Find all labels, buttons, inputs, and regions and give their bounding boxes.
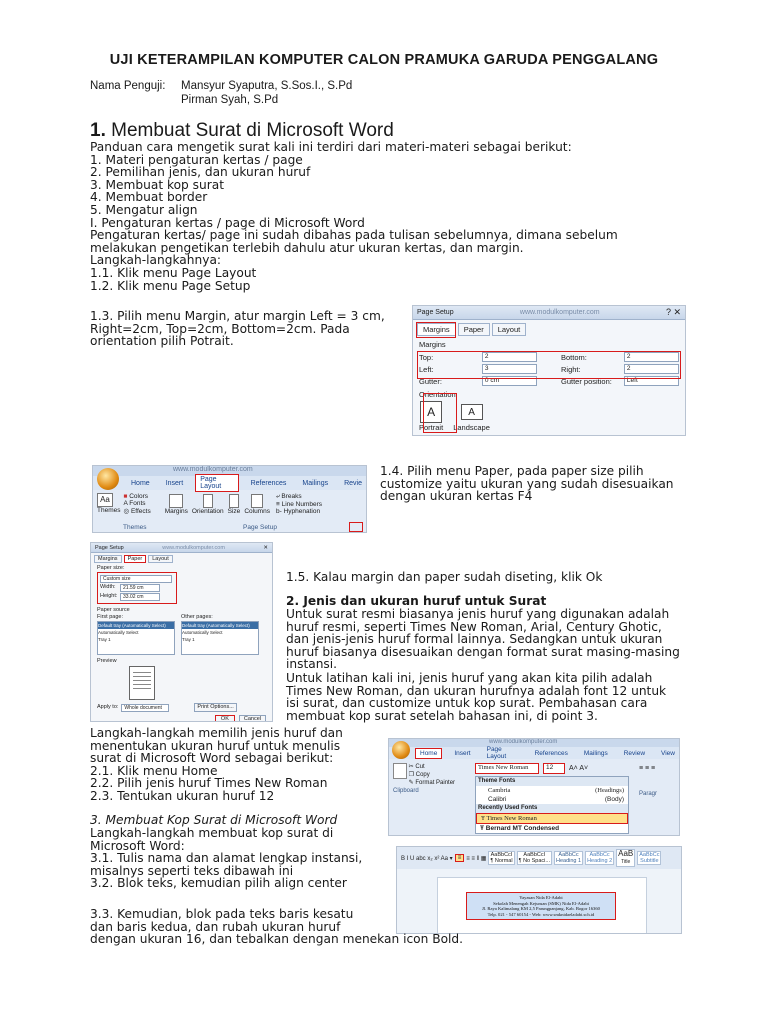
paper-size-label: Paper size:	[97, 565, 125, 571]
align-center-icon[interactable]: ≡	[455, 854, 465, 862]
effects-label: Effects	[130, 508, 151, 515]
style-title[interactable]	[616, 849, 635, 867]
tab-margins[interactable]: Margins	[94, 555, 122, 563]
tab-home[interactable]: Home	[415, 748, 442, 759]
line-numbers-button[interactable]	[276, 501, 322, 508]
orientation-label: Orientation	[191, 508, 224, 515]
examiner-label: Nama Penguji:	[90, 80, 166, 92]
step-line: misalnys seperti teks dibawah ini	[90, 863, 294, 878]
step-line: surat di Microsoft Word sebagai berikut:	[90, 751, 334, 766]
page-setup-paper-screenshot	[90, 542, 273, 722]
grow-font-icon[interactable]: A˄ A˅	[569, 765, 589, 772]
intro-line: 2. Pemilihan jenis, dan ukuran huruf	[90, 165, 311, 180]
width-label: Width:	[100, 584, 116, 590]
fonts-icon: A	[123, 500, 128, 507]
tab-review[interactable]: Review	[623, 749, 646, 757]
clipboard-group-label: Clipboard	[393, 788, 419, 794]
style-sample: AaBbCc	[639, 852, 660, 858]
font-dropdown	[475, 776, 629, 834]
style-sample: AaBbCc	[589, 852, 610, 858]
letterhead-selection[interactable]	[466, 892, 616, 920]
colors-icon: ■	[123, 493, 128, 500]
left-input[interactable]: 3	[482, 364, 537, 374]
portrait-icon: A	[420, 401, 442, 423]
font-item-name: Bernard MT Condensed	[485, 825, 560, 832]
step-line: 3.1. Tulis nama dan alamat lengkap instansi,	[90, 851, 363, 866]
step-line: dengan ukuran kertas F4	[380, 489, 533, 504]
first-page-label: First page:	[97, 614, 123, 620]
tab-page-layout[interactable]: Page Layout	[195, 474, 238, 492]
letterhead-line: Telp. 021 - 547 60154 - Web: www.smknidaeladabi.sch.id	[487, 911, 595, 917]
style-heading-2[interactable]	[585, 851, 614, 865]
style-name: ¶ Normal	[490, 858, 513, 864]
effects-icon: ◎	[123, 508, 130, 515]
list-item[interactable]: Automatically Select	[182, 630, 223, 635]
list-item[interactable]: Default tray (Automatically Select)	[98, 622, 174, 629]
right-input[interactable]: 2	[624, 364, 679, 374]
section-1-intro	[90, 141, 618, 292]
list-item[interactable]: Tray 1	[98, 637, 111, 642]
step-line: 3.2. Blok teks, kemudian pilih align center	[90, 876, 347, 891]
font-item-name: Times New Roman	[486, 815, 537, 822]
font-item-name: Cambria	[488, 787, 511, 794]
letterhead-line: Sekolah Menengah Kejuruan (SMK) Nida El-Adabi	[493, 900, 589, 906]
cancel-button[interactable]: Cancel	[239, 715, 266, 722]
tab-layout[interactable]: Layout	[492, 323, 527, 336]
watermark: www.modulkomputer.com	[519, 309, 600, 316]
font-name-select[interactable]: Times New Roman	[475, 763, 539, 774]
watermark: www.modulkomputer.com	[389, 739, 679, 747]
tab-mailings[interactable]: Mailings	[583, 749, 608, 757]
top-input[interactable]: 2	[482, 352, 537, 362]
gutter-position-select[interactable]: Left	[624, 376, 679, 386]
tab-paper[interactable]: Paper	[124, 555, 147, 563]
step-line: orientation pilih Potrait.	[90, 334, 234, 349]
step-1-5: 1.5. Kalau margin dan paper sudah diseting, klik Ok	[286, 570, 603, 584]
theme-fonts-header: Theme Fonts	[476, 777, 628, 786]
breaks-icon: ⤶	[275, 493, 280, 500]
intro-line: Pengaturan kertas/ page ini sudah dibahas pada tulisan sebelumnya, dimana sebelum	[90, 228, 618, 243]
other-pages-label: Other pages:	[181, 614, 213, 620]
format-painter-label: Format Painter	[415, 780, 456, 786]
step-line: customize yaitu ukuran yang sudah disesuaikan	[380, 476, 674, 491]
para-line: Untuk surat resmi biasanya jenis huruf yang digunakan adalah	[286, 607, 670, 621]
font-item[interactable]	[476, 786, 628, 795]
themes-label: Themes	[97, 507, 121, 514]
step-line: 2.2. Pilih jenis huruf Times New Roman	[90, 776, 328, 791]
truetype-icon: Ŧ	[481, 815, 485, 822]
style-name: Title	[621, 859, 631, 865]
landscape-label: Landscape	[453, 423, 490, 432]
right-label: Right:	[561, 364, 581, 374]
section-2-steps	[90, 727, 343, 803]
step-line: dengan ukuran 16, dan tebalkan dengan menekan icon Bold.	[90, 932, 464, 947]
intro-line: Panduan cara mengetik surat kali ini terdiri dari materi-materi sebagai berikut:	[90, 140, 572, 154]
list-item[interactable]: Automatically Select	[98, 630, 139, 635]
copy-icon: ❐	[408, 772, 415, 778]
para-line: Times New Roman, dan ukuran hurufnya adalah font 12 untuk	[286, 683, 667, 698]
gutter-input[interactable]: 0 cm	[482, 376, 537, 386]
tab-page-layout[interactable]: Page Layout	[486, 746, 507, 760]
section-2-heading: 2. Jenis dan ukuran huruf untuk Surat	[286, 594, 547, 608]
columns-label: Columns	[244, 508, 270, 515]
intro-line: Langkah-langkahnya:	[90, 253, 222, 268]
letterhead-line: Yayasan Nida El-Adabi	[519, 895, 563, 900]
recent-fonts-header: Recently Used Fonts	[476, 804, 628, 813]
font-item[interactable]	[476, 824, 628, 833]
office-button-icon	[97, 468, 119, 490]
apply-to-select[interactable]: Whole document	[121, 704, 169, 712]
paper-source-label: Paper source	[97, 607, 130, 613]
preview-label: Preview	[97, 658, 117, 664]
copy-button[interactable]	[409, 771, 455, 779]
step-line: menentukan ukuran huruf untuk menulis	[90, 738, 341, 753]
font-item[interactable]	[476, 795, 628, 804]
line-numbers-icon: ≡	[275, 501, 280, 508]
step-line: Langkah-langkah memilih jenis huruf dan	[90, 726, 343, 740]
paste-icon[interactable]	[393, 763, 407, 779]
print-options-button[interactable]: Print Options...	[194, 703, 236, 712]
margins-group-label: Margins	[419, 340, 446, 349]
orientation-label: Orientation	[419, 390, 456, 399]
font-size-select[interactable]: 12	[543, 763, 565, 774]
orientation-button[interactable]	[192, 494, 224, 515]
examiner-2: Pirman Syah, S.Pd	[181, 94, 279, 106]
highlight-box	[423, 393, 457, 433]
step-line: 1.4. Pilih menu Paper, pada paper size pilih	[380, 464, 644, 478]
format-painter-button[interactable]	[409, 779, 455, 787]
colors-label: Colors	[129, 493, 149, 500]
examiner-1: Mansyur Syaputra, S.Sos.I., S.Pd	[181, 80, 353, 92]
style-sample: AaBbCcI	[523, 852, 546, 858]
tab-margins[interactable]: Margins	[417, 323, 456, 336]
group-themes-label: Themes	[123, 524, 147, 531]
tab-insert[interactable]: Insert	[165, 479, 184, 487]
step-line: Right=2cm, Top=2cm, Bottom=2cm. Pada	[90, 321, 350, 336]
close-icon: ✕	[263, 544, 268, 551]
step-line: Microsoft Word:	[90, 838, 185, 853]
portrait-label: Portrait	[419, 423, 444, 432]
hyphenation-icon: b‑	[275, 508, 282, 515]
orientation-icon	[203, 494, 213, 508]
font-item-name: Calibri	[488, 796, 507, 803]
fonts-label: Fonts	[129, 500, 146, 507]
step-3-3	[90, 908, 463, 946]
colors-button[interactable]	[123, 493, 150, 500]
tab-layout[interactable]: Layout	[148, 555, 173, 563]
document-page	[437, 877, 647, 934]
style-sample: AaBbCc	[558, 852, 579, 858]
font-item-tag: (Headings)	[595, 787, 624, 794]
tab-mailings[interactable]: Mailings	[302, 479, 329, 487]
width-input[interactable]: 21.59 cm	[120, 584, 160, 592]
style-name: Heading 1	[555, 858, 582, 864]
align-icons[interactable]: ≡ ≡ ≡	[639, 765, 656, 772]
breaks-button[interactable]	[276, 493, 322, 501]
step-line: 2.3. Tentukan ukuran huruf 12	[90, 788, 275, 803]
ok-button[interactable]: OK	[215, 715, 235, 722]
style-name: ¶ No Spaci...	[518, 858, 550, 864]
tab-review[interactable]: Revie	[344, 479, 362, 487]
size-label: Size	[227, 508, 241, 515]
tab-insert[interactable]: Insert	[454, 749, 471, 757]
intro-line: 5. Mengatur align	[90, 202, 198, 217]
landscape-option[interactable]	[453, 401, 490, 432]
hyphenation-button[interactable]	[276, 508, 322, 515]
gutter-label: Gutter:	[419, 376, 442, 386]
tab-references[interactable]: References	[534, 749, 568, 757]
home-font-screenshot	[388, 738, 680, 836]
cut-icon: ✂	[408, 764, 414, 770]
page-title: UJI KETERAMPILAN KOMPUTER CALON PRAMUKA GARUDA PENGGALANG	[109, 52, 659, 68]
para-line: isi surat, dan customize untuk kop surat. Pembahasan cara	[286, 696, 648, 711]
hyphenation-label: Hyphenation	[283, 508, 321, 515]
para-line: instansi.	[286, 657, 338, 672]
margins-icon	[169, 494, 183, 508]
section-1-heading	[90, 120, 394, 142]
apply-to-label: Apply to:	[97, 704, 119, 710]
landscape-icon: A	[461, 404, 483, 420]
height-label: Height:	[100, 593, 118, 599]
columns-icon	[251, 494, 263, 508]
intro-line: melakukan pengetikan terlebih dahulu atur ukuran kertas, dan margin.	[90, 240, 524, 255]
highlight-box	[416, 322, 456, 338]
themes-icon: Aa	[97, 493, 113, 507]
intro-line: 1.1. Klik menu Page Layout	[90, 265, 257, 280]
page-setup-margins-screenshot	[412, 305, 686, 436]
step-line: dan baris kedua, dan rubah ukuran huruf	[90, 919, 341, 934]
intro-line: 3. Membuat kop surat	[90, 177, 224, 192]
intro-line: I. Pengaturan kertas / page di Microsoft Word	[90, 215, 365, 230]
font-item-tag: (Body)	[604, 796, 624, 803]
section-2-para-1	[286, 608, 680, 671]
other-pages-list[interactable]	[181, 621, 259, 655]
left-label: Left:	[419, 364, 434, 374]
bottom-input[interactable]: 2	[624, 352, 679, 362]
step-line: 1.3. Pilih menu Margin, atur margin Left = 3 cm,	[90, 309, 385, 323]
step-line: 2.1. Klik menu Home	[90, 763, 218, 778]
highlight-box	[417, 351, 681, 379]
para-line: Untuk latihan kali ini, jenis huruf yang akan kita pilih adalah	[286, 671, 653, 685]
format-painter-icon: ✎	[408, 780, 414, 786]
section-1-heading-text: Membuat Surat di Microsoft Word	[111, 120, 394, 141]
cut-button[interactable]	[409, 763, 455, 771]
style-no-spacing[interactable]	[517, 851, 552, 865]
margins-button[interactable]	[165, 494, 188, 515]
columns-button[interactable]	[244, 494, 270, 515]
para-line: membuat kop surat setelah bahasan ini, di point 3.	[286, 708, 598, 723]
paragraph-icons[interactable]: ≡ ≡ ‖ ▦	[466, 855, 487, 862]
office-button-icon	[392, 741, 410, 759]
step-1-4	[380, 465, 674, 503]
para-line: huruf biasanya disesuaikan dengan format surat masing-masing	[286, 644, 680, 659]
size-icon	[229, 494, 239, 508]
intro-line: 1.2. Klik menu Page Setup	[90, 278, 251, 293]
style-sample: AaBbCcI	[490, 852, 513, 858]
ribbon-page-layout-screenshot	[92, 465, 367, 533]
intro-line: 1. Materi pengaturan kertas / page	[90, 152, 303, 167]
truetype-icon: Ŧ	[480, 825, 484, 832]
step-line: Langkah-langkah membuat kop surat di	[90, 826, 334, 840]
section-2-para-2	[286, 672, 666, 722]
fonts-button[interactable]	[123, 500, 150, 507]
paper-size-group	[97, 572, 177, 604]
step-line: 3.3. Kemudian, blok pada teks baris kesatu	[90, 907, 354, 921]
style-heading-1[interactable]	[554, 851, 583, 865]
themes-button[interactable]	[97, 493, 120, 515]
watermark: www.modulkomputer.com	[162, 544, 225, 551]
top-label: Top:	[419, 352, 434, 362]
tab-view[interactable]: View	[661, 749, 675, 757]
style-name: Subtitle	[640, 858, 659, 864]
font-item-times[interactable]	[476, 813, 628, 824]
step-1-3	[90, 310, 385, 348]
para-line: huruf resmi, seperti Times New Roman, Arial, Century Ghotic,	[286, 619, 662, 634]
page-setup-launcher-highlight[interactable]	[349, 522, 363, 532]
tab-paper[interactable]: Paper	[458, 323, 490, 336]
effects-button[interactable]	[123, 507, 150, 515]
letterhead-line: Jl. Raya Kalimalang KM 2,5 Parungpanjang, Kab. Bogor 16360	[482, 906, 600, 912]
style-subtitle[interactable]	[637, 851, 661, 865]
watermark: www.modulkomputer.com	[93, 466, 366, 476]
breaks-label: Breaks	[281, 493, 302, 500]
section-1-number: 1.	[90, 120, 106, 141]
copy-label: Copy	[415, 772, 430, 778]
size-button[interactable]	[228, 494, 241, 515]
close-icon: ? ✕	[665, 307, 681, 317]
line-numbers-label: Line Numbers	[281, 501, 323, 508]
paper-size-select[interactable]: Custom size	[100, 575, 172, 583]
page-preview-icon	[129, 666, 155, 700]
bottom-label: Bottom:	[561, 352, 587, 362]
dialog-title: Page Setup	[417, 309, 454, 316]
tab-home[interactable]: Home	[131, 479, 150, 487]
list-item[interactable]: Tray 1	[182, 637, 195, 642]
group-page-setup-label: Page Setup	[243, 524, 277, 531]
intro-line: 4. Membuat border	[90, 190, 208, 205]
first-page-list[interactable]	[97, 621, 175, 655]
tab-references[interactable]: References	[250, 479, 287, 487]
style-sample: AaB	[618, 849, 634, 858]
style-name: Heading 2	[587, 858, 613, 864]
margins-label: Margins	[164, 508, 188, 515]
height-input[interactable]: 33.02 cm	[120, 593, 160, 601]
section-3-steps	[90, 827, 362, 890]
list-item[interactable]: Default tray (Automatically Select)	[182, 622, 258, 629]
style-normal[interactable]	[488, 851, 514, 865]
dialog-title: Page Setup	[95, 544, 124, 551]
paragraph-group-label: Paragr	[639, 791, 658, 797]
gutter-position-label: Gutter position:	[561, 376, 612, 386]
section-3-heading: 3. Membuat Kop Surat di Microsoft Word	[90, 813, 338, 827]
para-line: dan jenis-jenis huruf formal lainnya. Sedangkan untuk ukuran	[286, 632, 663, 647]
font-format-icons[interactable]: B I U abc x₂ x² Aa ▾	[401, 855, 453, 862]
cut-label: Cut	[415, 764, 425, 770]
